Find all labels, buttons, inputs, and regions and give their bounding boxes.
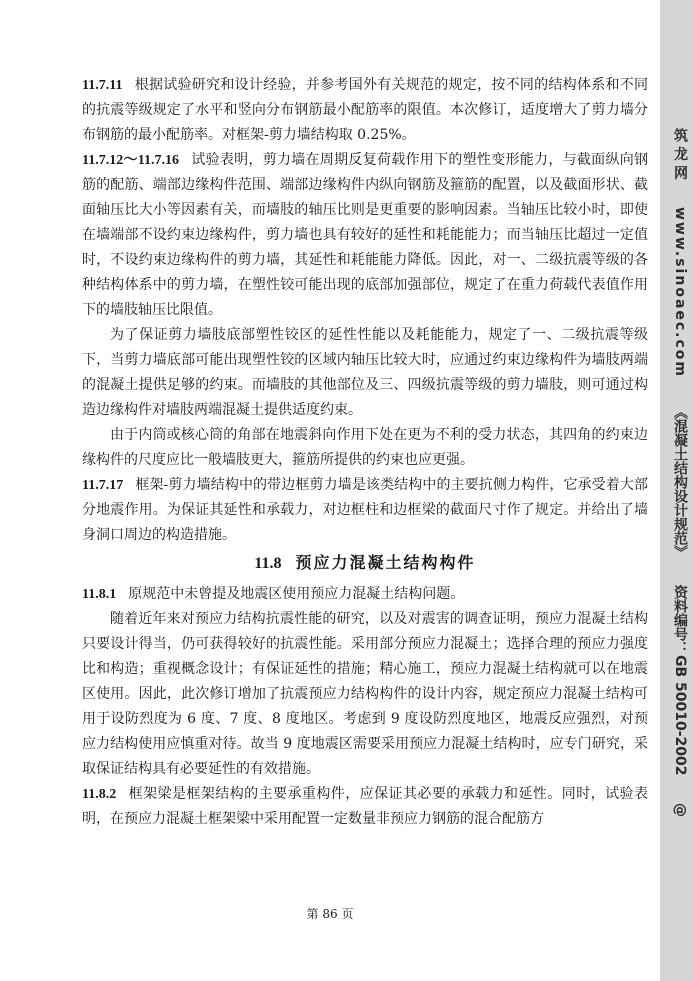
paragraph-11-7-11 — [82, 73, 648, 148]
page-number: 第 86 页 — [306, 907, 354, 921]
clause-number: 11.8.2 — [82, 787, 117, 802]
site-url: www.sinoaec.com — [672, 206, 688, 378]
paragraph-continuation — [82, 607, 648, 782]
paragraph-text: 试验表明，剪力墙在周期反复荷载作用下的塑性变形能力，与截面纵向钢筋的配筋、端部边缘构件范围、端部边缘构件内纵向钢筋及箍筋的配置，以及截面形状、截面轴压比大小等因素有关，而墙肢的轴压比则是更重要的影响因素。当轴压比较小时，即使在墙端部不设约束边缘构件，剪力墙也具有较好的延性和耗能能力；而当轴压比超过一定值时，不设约束边缘构件的剪力墙，其延性和耗能能力降低。因此，对一、二级抗震等级的各种结构体系中的剪力墙，在塑性铰可能出现的底部加强部位，规定了在重力荷载代表值作用下的墙肢轴压比限值。 — [82, 152, 648, 318]
clause-number: 11.8.1 — [82, 587, 117, 602]
paragraph-11-7-12 — [82, 148, 648, 323]
paragraph-text: 随着近年来对预应力结构抗震性能的研究，以及对震害的调查证明，预应力混凝土结构只要设计得当，仍可获得较好的抗震性能。采用部分预应力混凝土；选择合理的预应力强度比和构造；重视概念设计；有保证延性的措施；精心施工，预应力混凝土结构就可以在地震区使用。因此，此次修订增加了抗震预应力结构构件的设计内容，规定预应力混凝土结构可用于设防烈度为 6 度、7 度、8 度地区。考虑到 9 度设防烈度地区，地震反应强烈，对预应力结构使用应慎重对待。故当 9 度地震区需要采用预应力混凝土结构时，应专门研究，采取保证结构具有必要延性的有效措施。 — [82, 611, 648, 777]
clause-number: 11.7.12～11.7.16 — [82, 153, 180, 168]
section-number: 11.8 — [254, 555, 282, 572]
watermark-sidebar — [660, 0, 693, 981]
clause-number: 11.7.17 — [82, 478, 124, 493]
paragraph-11-8-1 — [82, 582, 648, 607]
paragraph-text: 原规范中未曾提及地震区使用预应力混凝土结构问题。 — [128, 586, 465, 602]
paragraph-11-8-2 — [82, 782, 648, 832]
paragraph-11-7-17 — [82, 473, 648, 548]
paragraph-text: 为了保证剪力墙肢底部塑性铰区的延性性能以及耗能能力，规定了一、二级抗震等级下，当剪力墙底部可能出现塑性铰的区域内轴压比较大时，应通过约束边缘构件为墙肢两端的混凝土提供足够的约束。而墙肢的其他部位及三、四级抗震等级的剪力墙肢，则可通过构造边缘构件对墙肢两端混凝土提供适度约束。 — [82, 327, 648, 418]
paragraph-text: 根据试验研究和设计经验，并参考国外有关规范的规定，按不同的结构体系和不同的抗震等级规定了水平和竖向分布钢筋最小配筋率的限值。本次修订，适度增大了剪力墙分布钢筋的最小配筋率。对框架-剪力墙结构取 0.25%。 — [82, 77, 648, 143]
section-title: 预应力混凝土结构构件 — [295, 553, 476, 572]
paragraph-continuation — [82, 323, 648, 423]
paragraph-text: 框架梁是框架结构的主要承重构件，应保证其必要的承载力和延性。同时，试验表明，在预应力混凝土框架梁中采用配置一定数量非预应力钢筋的混合配筋方 — [82, 786, 648, 827]
site-name: 筑 龙 网 — [672, 128, 688, 180]
copyright-mark: @ — [672, 802, 688, 817]
document-id: 资料编号：GB 50010-2002 — [672, 585, 688, 776]
paragraph-continuation — [82, 423, 648, 473]
document-title: 《混凝土结构设计规范》 — [672, 404, 688, 559]
paragraph-text: 框架-剪力墙结构中的带边框剪力墙是该类结构中的主要抗侧力构件，它承受着大部分地震作用。为保证其延性和承载力，对边框柱和边框梁的截面尺寸作了规定。并给出了墙身洞口周边的构造措施。 — [82, 477, 648, 543]
paragraph-text: 由于内筒或核心筒的角部在地震斜向作用下处在更为不利的受力状态，其四角的约束边缘构件的尺度应比一般墙肢更大，箍筋所提供的约束也应更强。 — [82, 427, 648, 468]
page-body — [82, 73, 648, 832]
clause-number: 11.7.11 — [82, 78, 123, 93]
section-heading — [82, 551, 648, 576]
sidebar-text — [664, 128, 690, 839]
